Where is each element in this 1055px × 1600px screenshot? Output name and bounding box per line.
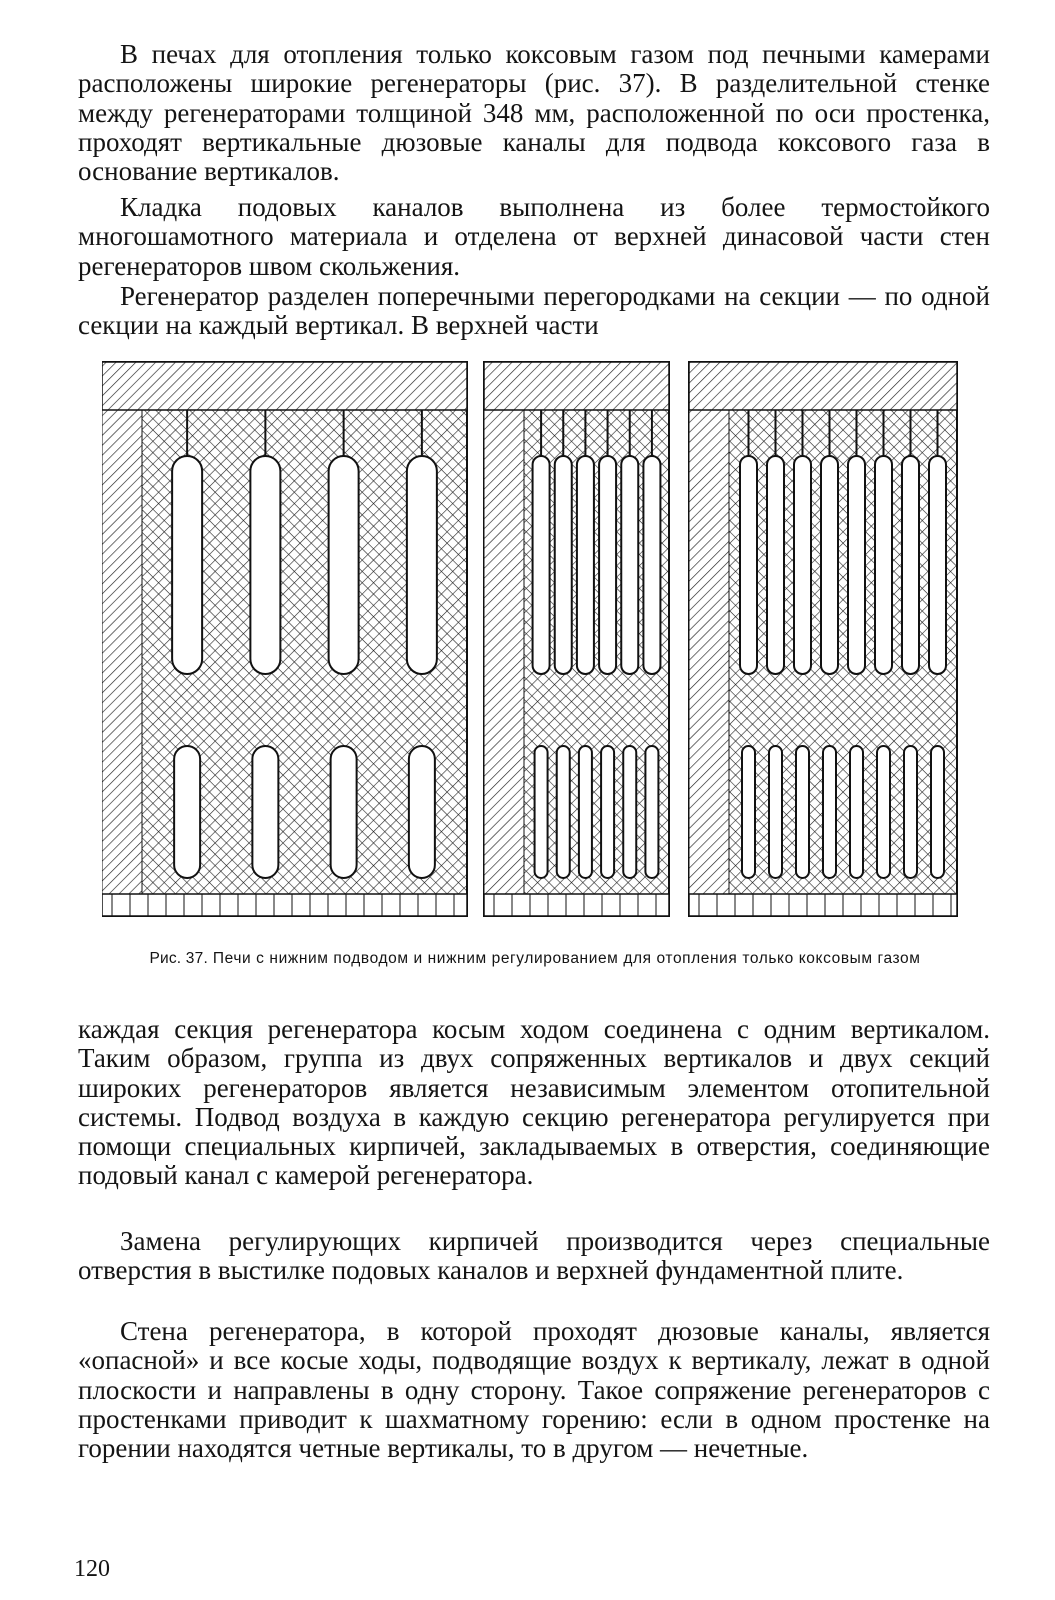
middle-panel-lower-chamber (557, 746, 570, 878)
figure-caption (100, 950, 970, 968)
right-panel-upper-flue (740, 456, 757, 674)
right-panel-lower-chamber (931, 746, 944, 878)
right-panel-lower-chamber (823, 746, 836, 878)
middle-panel-upper-flue (533, 456, 550, 674)
right-panel-lower-chamber (850, 746, 863, 878)
paragraph-6: Стена регенератора, в которой проходят дюзовые каналы, является «опасной» и все косые ходы, подводящие воздух к вертикалу, лежат в одной плоскости и направлены в одну сторону. Такое сопряжение регенераторов с простенками приводит к шахматному горению: если в одном простенке на горении находятся четные вертикалы, то в другом — нечетные. (78, 1316, 990, 1464)
figure-caption-label: Рис. 37. (149, 950, 208, 967)
middle-panel-upper-flue (621, 456, 638, 674)
right-panel-lower-chamber (877, 746, 890, 878)
right-panel-lower-chamber (742, 746, 755, 878)
middle-panel-lower-chamber (645, 746, 658, 878)
middle-panel-upper-flue (599, 456, 616, 674)
right-panel-upper-flue (902, 456, 919, 674)
right-panel-upper-flue (875, 456, 892, 674)
left-panel-upper-flue (329, 456, 359, 674)
left-panel-lower-chamber (252, 746, 278, 878)
middle-panel-wall (484, 362, 524, 916)
right-panel-upper-flue (794, 456, 811, 674)
middle-panel-lower-chamber (623, 746, 636, 878)
middle-panel-upper-flue (577, 456, 594, 674)
left-panel-foundation (102, 894, 467, 916)
right-panel-lower-chamber (904, 746, 917, 878)
right-panel-top-band (689, 362, 957, 410)
right-panel-upper-flue (821, 456, 838, 674)
left-panel-lower-chamber (174, 746, 200, 878)
left-panel-wall (102, 362, 142, 916)
figure-37-oven-cross-section (102, 356, 972, 938)
oven-drawing (102, 356, 972, 938)
middle-panel-lower-chamber (535, 746, 548, 878)
left-panel-lower-chamber (409, 746, 435, 878)
right-panel-wall (689, 362, 729, 916)
middle-panel-upper-flue (643, 456, 660, 674)
middle-panel-lower-chamber (601, 746, 614, 878)
paragraph-5: Замена регулирующих кирпичей производится через специальные отверстия в выстилке подовых каналов и верхней фундаментной плите. (78, 1226, 990, 1286)
paragraph-3: Регенератор разделен поперечными перегородками на секции — по одной секции на каждый вертикал. В верхней части (78, 281, 990, 341)
left-panel-upper-flue (250, 456, 280, 674)
right-panel-upper-flue (767, 456, 784, 674)
middle-panel-upper-flue (555, 456, 572, 674)
middle-panel-top-band (484, 362, 669, 410)
paragraph-4: каждая секция регенератора косым ходом соединена с одним вертикалом. Таким образом, группа из двух сопряженных вертикалов и двух секций широких регенераторов является независимым элементом отопительной системы. Подвод воздуха в каждую секцию регенератора регулируется при помощи специальных кирпичей, закладываемых в отверстия, соединяющие подовый канал с камерой регенератора. (78, 1014, 990, 1191)
left-panel-upper-flue (172, 456, 202, 674)
paragraph-1: В печах для отопления только коксовым газом под печными камерами расположены широкие регенераторы (рис. 37). В разделительной стенке между регенераторами толщиной 348 мм, расположенной по оси простенка, проходят вертикальные дюзовые каналы для подвода коксового газа в основание вертикалов. (78, 39, 990, 187)
right-panel-foundation (689, 894, 957, 916)
page-number: 120 (74, 1556, 110, 1582)
left-panel-top-band (102, 362, 467, 410)
right-panel-upper-flue (929, 456, 946, 674)
right-panel-lower-chamber (769, 746, 782, 878)
figure-caption-text: Печи с нижним подводом и нижним регулированием для отопления только коксовым газом (212, 950, 921, 967)
right-panel-lower-chamber (796, 746, 809, 878)
right-panel-upper-flue (848, 456, 865, 674)
paragraph-2: Кладка подовых каналов выполнена из более термостойкого многошамотного материала и отделена от верхней динасовой части стен регенераторов швом скольжения. (78, 192, 990, 281)
left-panel-lower-chamber (331, 746, 357, 878)
left-panel-upper-flue (407, 456, 437, 674)
middle-panel-lower-chamber (579, 746, 592, 878)
